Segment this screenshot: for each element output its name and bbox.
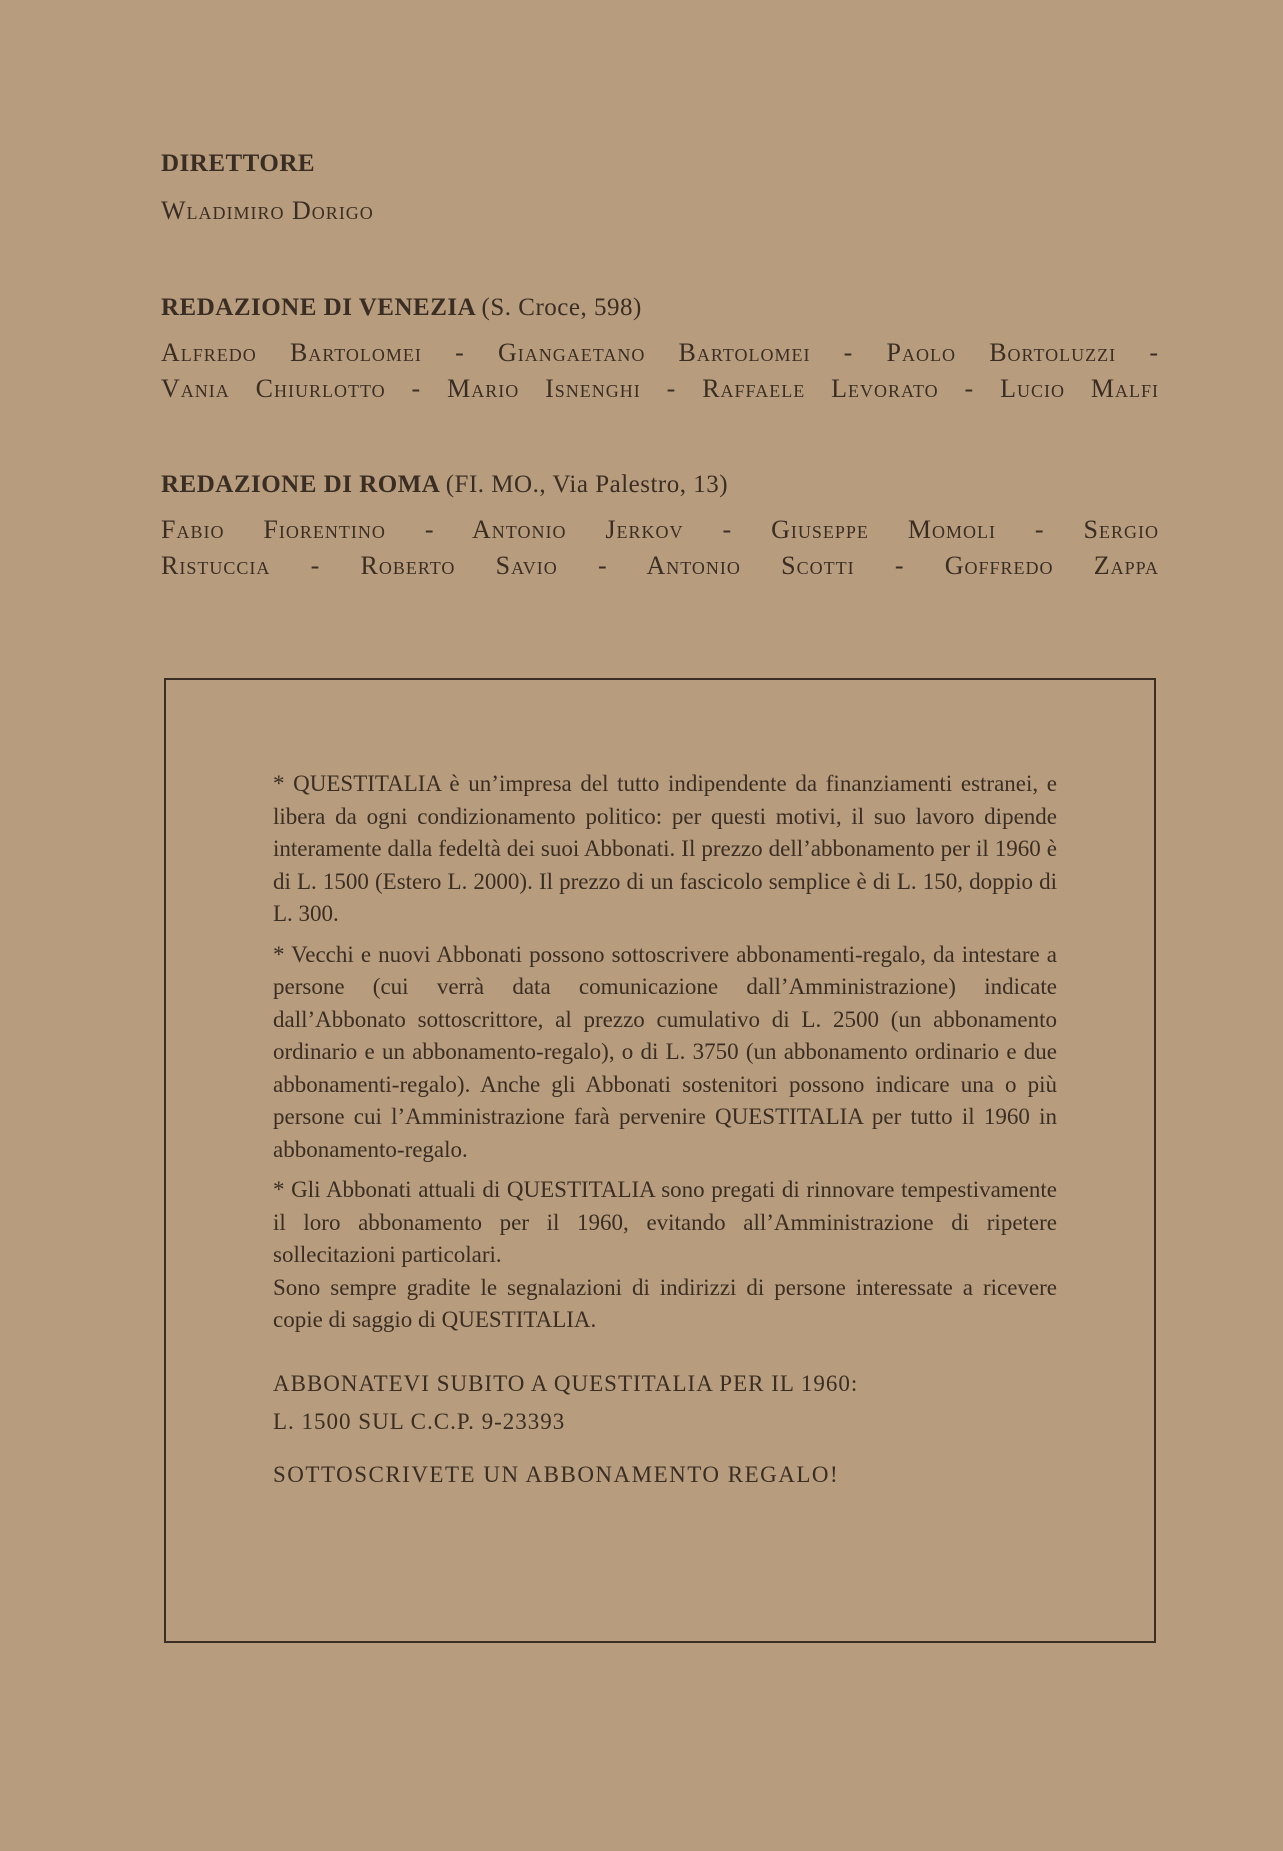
- roma-heading: [161, 471, 728, 499]
- notice-paragraph-1: * QUESTITALIA è un’impresa del tutto indipendente da finanziamenti estranei, e libera da ogni condizionamento politico: per questi motivi, il suo lavoro dipende interamente dalla fedeltà dei suoi Abbonati. Il prezzo dell’abbonamento per il 1960 è di L. 1500 (Estero L. 2000). Il prezzo di un fascicolo semplice è di L. 150, doppio di L. 300.: [273, 771, 1057, 926]
- venezia-staff-line-2: Vania Chiurlotto - Mario Isnenghi - Raffaele Levorato - Lucio Malfi: [161, 374, 1159, 403]
- roma-staff: [161, 512, 1159, 584]
- roma-staff-line-1: Fabio Fiorentino - Antonio Jerkov - Giuseppe Momoli - Sergio: [161, 515, 1159, 544]
- subscribe-call-line-2: L. 1500 SUL C.C.P. 9-23393: [273, 1408, 566, 1434]
- venezia-address: (S. Croce, 598): [481, 294, 642, 321]
- gift-subscription-call: SOTTOSCRIVETE UN ABBONAMENTO REGALO!: [273, 1461, 840, 1487]
- subscribe-call: [273, 1365, 1057, 1441]
- subscribe-call-line-1: ABBONATEVI SUBITO A QUESTITALIA PER IL 1960:: [273, 1370, 859, 1396]
- roma-heading-text: REDAZIONE DI ROMA: [161, 471, 439, 498]
- venezia-staff-line-1: Alfredo Bartolomei - Giangaetano Bartolomei - Paolo Bortoluzzi -: [161, 338, 1159, 367]
- venezia-staff: [161, 335, 1159, 407]
- direttore-heading: [161, 150, 315, 178]
- subscription-notice-box: [164, 678, 1156, 1643]
- roma-address: (FI. MO., Via Palestro, 13): [445, 471, 729, 498]
- notice-paragraph-2: * Vecchi e nuovi Abbonati possono sottoscrivere abbonamenti-regalo, da intestare a persone (cui verrà data comunicazione dall’Amministrazione) indicate dall’Abbonato sottoscrittore, al prezzo cumulativo di L. 2500 (un abbonamento ordinario e un abbonamento-regalo), o di L. 3750 (un abbonamento ordinario e due abbonamenti-regalo). Anche gli Abbonati sostenitori possono indicare una o più persone cui l’Amministrazione farà pervenire QUESTITALIA per tutto il 1960 in abbonamento-regalo.: [273, 941, 1057, 1162]
- subscription-notice-text: [273, 768, 1057, 1491]
- venezia-heading-text: REDAZIONE DI VENEZIA: [161, 294, 475, 321]
- direttore-heading-text: DIRETTORE: [161, 150, 316, 177]
- venezia-heading: [161, 294, 642, 322]
- notice-paragraph-4: Sono sempre gradite le segnalazioni di indirizzi di persone interessate a ricevere copie di saggio di QUESTITALIA.: [273, 1274, 1057, 1332]
- direttore-name: Wladimiro Dorigo: [161, 196, 374, 225]
- roma-staff-line-2: Ristuccia - Roberto Savio - Antonio Scotti - Goffredo Zappa: [161, 551, 1159, 580]
- notice-paragraph-3: * Gli Abbonati attuali di QUESTITALIA sono pregati di rinnovare tempestivamente il loro abbonamento per il 1960, evitando all’Amministrazione di ripetere sollecitazioni particolari.: [273, 1177, 1057, 1267]
